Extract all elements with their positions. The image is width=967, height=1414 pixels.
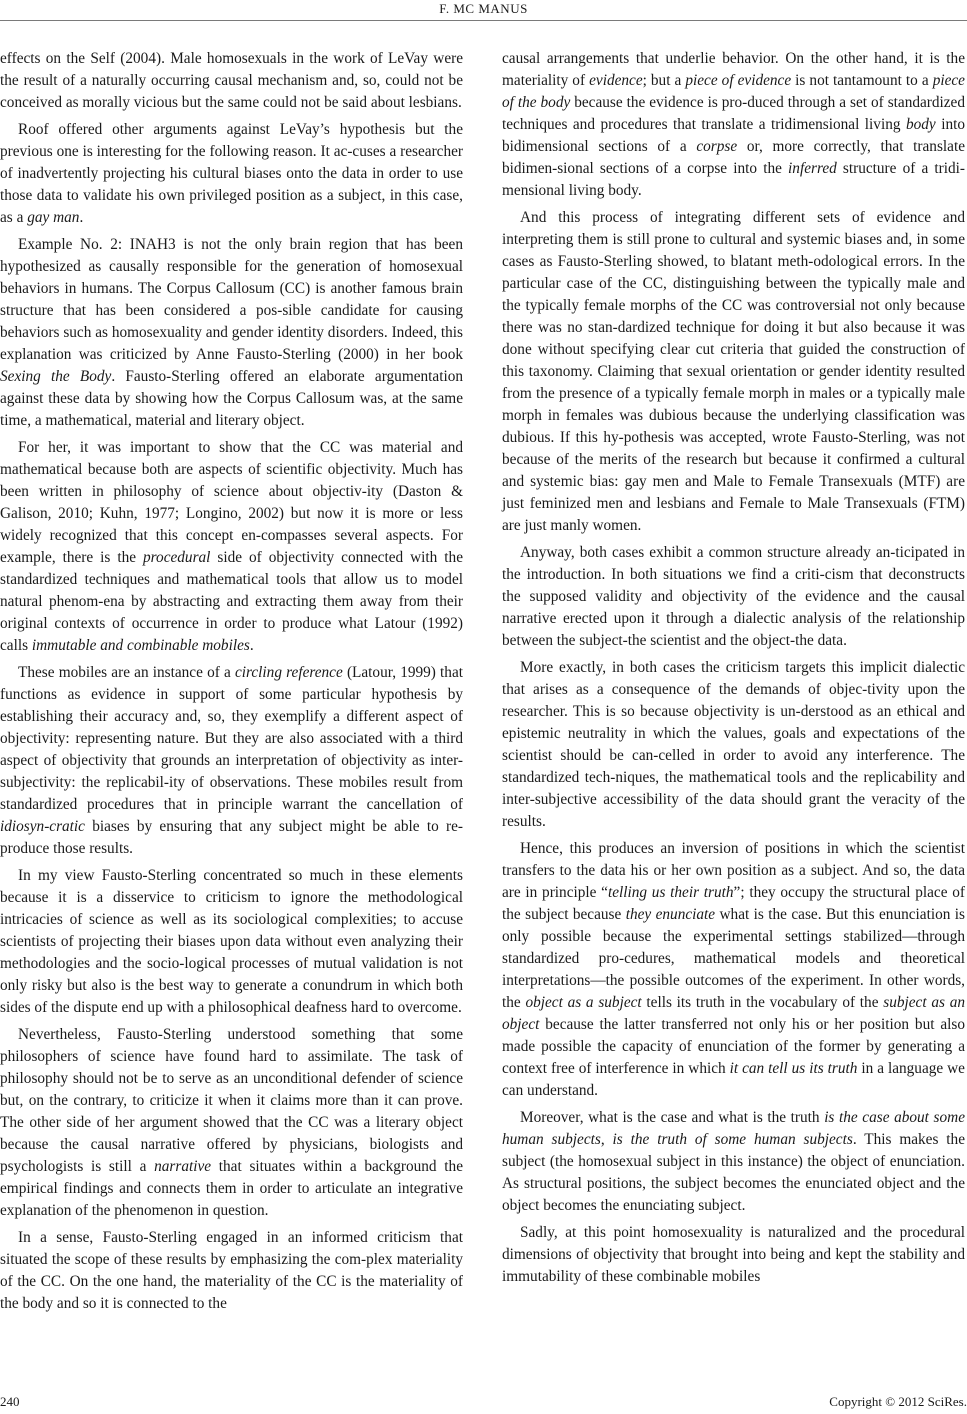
- paragraph: effects on the Self (2004). Male homosexuals in the work of LeVay were the result of a naturally occurring causal mechanism and, so, could not be conceived as morally vicious but the same could not be said about lesbians.: [0, 50, 463, 111]
- paragraph: Roof offered other arguments against LeVay’s hypothesis but the previous one is interesting for the following reason. It ac-cuses a researcher of inadvertently projecting his cultural biases onto the data in order to use those data to validate his own privileged position as a subject, in this case, as a gay man.: [0, 121, 463, 226]
- paragraph: These mobiles are an instance of a circling reference (Latour, 1999) that functions as evidence in support of some particular hypothesis by establishing their accuracy and, so, they exemplify a different aspect of objectivity: representing nature. But they are also associated with a third aspect of objectivity that grounds an interpretation of objectivity as inter-subjectivity: the replicabil-ity of observations. These mobiles result from standardized procedures that in principle warrant the cancellation of idiosyn-cratic biases by ensuring that any subject might be able to re-produce those results.: [0, 664, 463, 857]
- paragraph: Nevertheless, Fausto-Sterling understood something that some philosophers of science have found hard to assimilate. The task of philosophy should not be to serve as an unconditional defender of science but, on the contrary, to criticize it when it claims more than it can prove. The other side of her argument showed that the CC was a literary object because the causal narrative offered by physicians, biologists and psychologists is still a narrative that situates within a background the empirical findings and connects them in order to articulate an integrative explanation of the phenomenon in question.: [0, 1026, 463, 1219]
- paragraph: Example No. 2: INAH3 is not the only brain region that has been hypothesized as causally responsible for the generation of homosexual behaviors in humans. The Corpus Callosum (CC) is another famous brain structure that has been considered a pos-sible candidate for causing behaviors such as homosexuality and gender identity disorders. Indeed, this explanation was criticized by Anne Fausto-Sterling (2000) in her book Sexing the Body. Fausto-Sterling offered an elaborate argumentation against these data by showing how the Corpus Callosum was, at the same time, a mathematical, material and literary object.: [0, 236, 463, 429]
- paragraph: More exactly, in both cases the criticism targets this implicit dialectic that arises as a consequence of the demands of objec-tivity upon the researcher. This is so because objectivity is un-derstood as an ethical and epistemic neutrality in which the values, goals and expectations of the scientist should be can-celled in order to avoid any interference. The standardized tech-niques, the mathematical tools and the replicability and inter-subjective accessibility of the data should grant the veracity of the results.: [502, 659, 965, 830]
- paragraph: In my view Fausto-Sterling concentrated so much in these elements because it is a disservice to criticism to ignore the methodological intricacies of science as well as its sociological complexities; to accuse scientists of projecting their biases upon data without even analyzing their methodologies and the socio-logical processes of mutual validation is not only risky but also is the best way to generate a conundrum in which both sides of the dispute end up with a philosophical deafness hard to overcome.: [0, 867, 463, 1016]
- paragraph: And this process of integrating different sets of evidence and interpreting them is still prone to cultural and systemic biases and, in some cases as Fausto-Sterling showed, to blatant meth-odological errors. In the particular case of the CC, distinguishing between the typically male and the typically female morphs of the CC was controversial not only because there was no stan-dardized technique for doing it but also because it was done without specifying clear cut criteria that guided the construction of this taxonomy. Claiming that sexual orientation or gender identity resulted from the presence of a typically female morph in males or a typically male morph in females was dubious because the underlying classification was dubious. If this hy-pothesis was accepted, wrote Fausto-Sterling, was not because of the merits of the research but because it confirmed a cultural and systemic bias: gay men and Male to Female Transexuals (MTF) are just feminized men and lesbians and Female to Male Transexuals (FTM) are just manly women.: [502, 209, 965, 534]
- right-column: [502, 48, 965, 1293]
- header-rule: [0, 20, 967, 21]
- page-number: 240: [0, 1394, 20, 1409]
- running-header: F. MC MANUS: [439, 1, 528, 16]
- paragraph: Sadly, at this point homosexuality is naturalized and the procedural dimensions of objectivity that brought into being and kept the stability and immutability of these combinable mobiles: [502, 1224, 965, 1285]
- paragraph: For her, it was important to show that the CC was material and mathematical because both are aspects of scientific objectivity. Much has been written in philosophy of science about objectiv-ity (Daston & Galison, 2010; Kuhn, 1977; Longino, 2002) but now it is more or less widely recognized that this concept en-compasses several aspects. For example, there is the procedural side of objectivity connected with the standardized techniques and mathematical tools that allow us to model natural phenom-ena by abstracting and extracting them away from their original contexts of occurrence in order to produce what Latour (1992) calls immutable and combinable mobiles.: [0, 439, 463, 654]
- paragraph: In a sense, Fausto-Sterling engaged in an informed criticism that situated the scope of these results by emphasizing the com-plex materiality of the CC. On the one hand, the materiality of the CC is the materiality of the body and so it is connected to the: [0, 1229, 463, 1312]
- left-column: [0, 48, 463, 1320]
- paragraph: causal arrangements that underlie behavior. On the other hand, it is the materiality of evidence; but a piece of evidence is not tantamount to a piece of the body because the evidence is pro-duced through a set of standardized techniques and procedures that translate a tridimensional living body into bidimensional sections of a corpse or, more correctly, that translate bidimen-sional sections of a corpse into the inferred structure of a tridi-mensional living body.: [502, 50, 966, 199]
- paragraph: Hence, this produces an inversion of positions in which the scientist transfers to the data his or her own position as a subject. And so, the data are in principle “telling us their truth”; they occupy the structural place of the subject because they enunciate what is the case. But this enunciation is only possible because the experimental settings stabilized—through standardized pro-cedures, mathematical models and theoretical interpretations—the possible outcomes of the experiment. In other words, the object as a subject tells its truth in the vocabulary of the subject as an object because the latter transferred not only his or her position but also made possible the capacity of enunciation of the former by generating a context free of interference in which it can tell us its truth in a language we can understand.: [502, 840, 966, 1099]
- paragraph: Anyway, both cases exhibit a common structure already an-ticipated in the introduction. In both situations we find a criti-cism that deconstructs the supposed validity and objectivity of the evidence and the causal narrative erected upon it through a dialectic analysis of the relationship between the subject-the scientist and the object-the data.: [502, 544, 965, 649]
- copyright-notice: Copyright © 2012 SciRes.: [829, 1394, 967, 1409]
- paragraph: Moreover, what is the case and what is the truth is the case about some human subjects, is the truth of some human subjects. This makes the subject (the homosexual subject in this instance) the object of enunciation. As structural positions, the subject becomes the enunciated object and the object becomes the enunciating subject.: [502, 1109, 965, 1214]
